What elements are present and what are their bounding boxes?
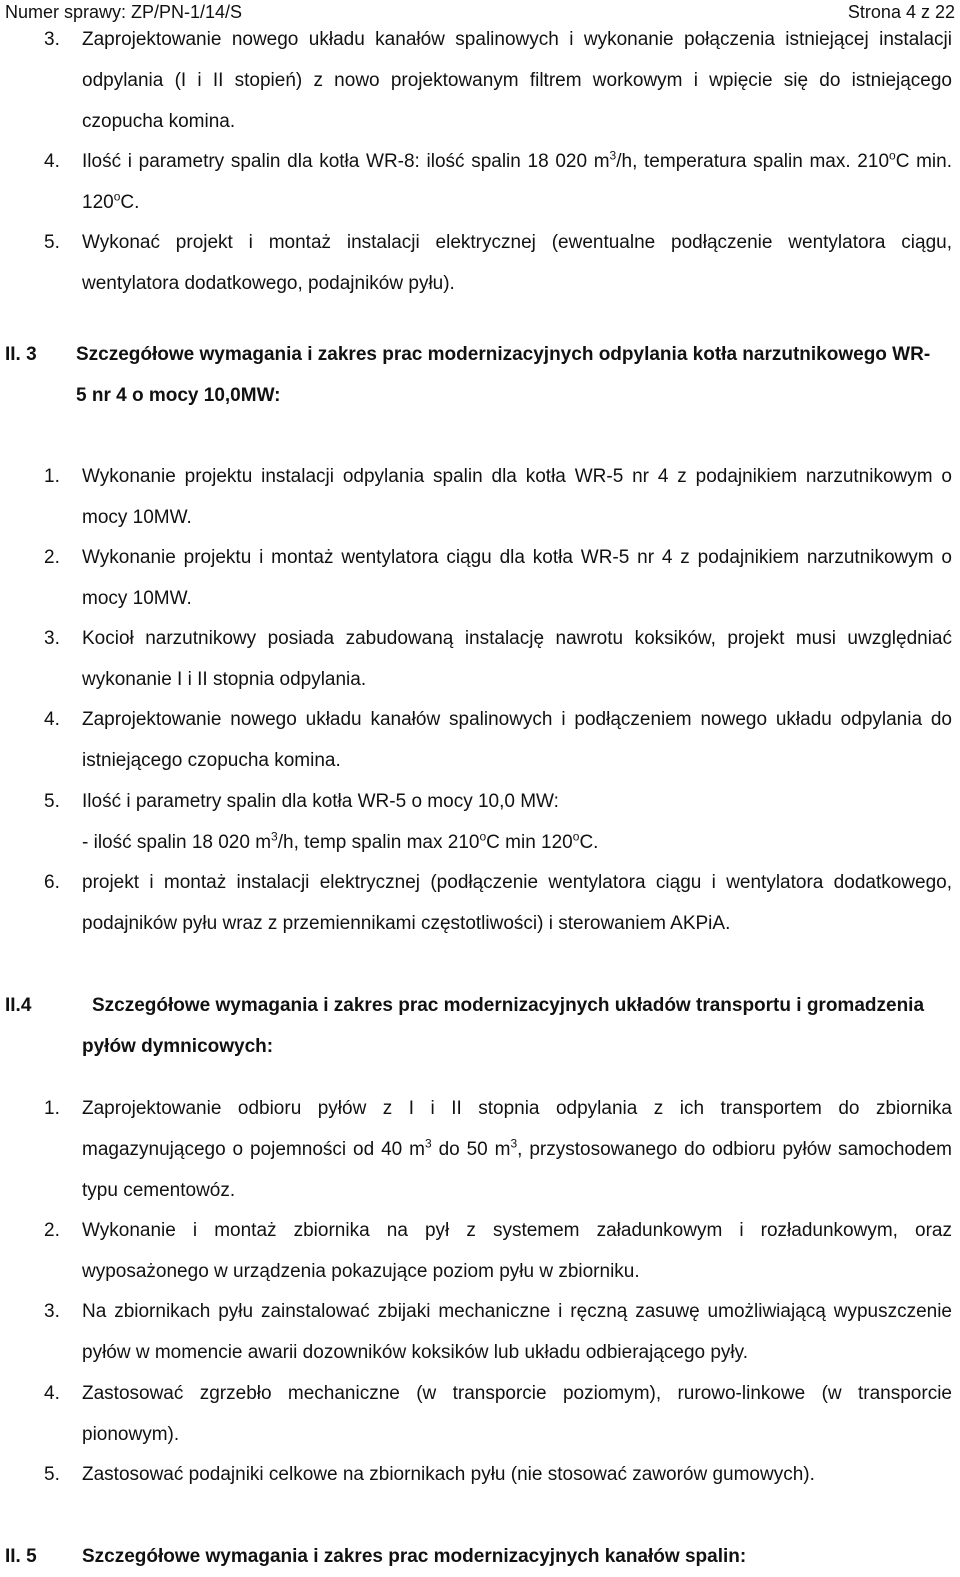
case-number: Numer sprawy: ZP/PN-1/14/S <box>5 2 243 22</box>
section-title: Szczegółowe wymagania i zakres prac modernizacyjnych układów transportu i gromadzenia pyłów dymnicowych: <box>82 995 925 1057</box>
section-number: II.4 <box>5 995 32 1016</box>
item-number: 5. <box>44 791 60 812</box>
page-number: Strona 4 z 22 <box>847 2 955 22</box>
item-number: 5. <box>44 232 60 253</box>
item-text: Zaprojektowanie nowego układu kanałów spalinowych i podłączeniem nowego układu odpylania do istniejącego czopucha komina. <box>82 709 952 771</box>
item-text: Wykonać projekt i montaż instalacji elektrycznej (ewentualne podłączenie wentylatora ciągu, wentylatora dodatkowego, podajników pyłu). <box>82 232 952 294</box>
item-number: 1. <box>44 466 60 487</box>
item-number: 2. <box>44 547 60 568</box>
item-number: 4. <box>44 151 60 172</box>
section-number: II. 3 <box>5 344 37 365</box>
section-title: Szczegółowe wymagania i zakres prac modernizacyjnych kanałów spalin: <box>82 1546 747 1567</box>
item-number: 4. <box>44 709 60 730</box>
item-text: Kocioł narzutnikowy posiada zabudowaną instalację nawrotu koksików, projekt musi uwzględniać wykonanie I i II stopnia odpylania. <box>82 628 952 690</box>
item-number: 4. <box>44 1383 60 1404</box>
item-number: 2. <box>44 1220 60 1241</box>
item-number: 5. <box>44 1464 60 1485</box>
item-text: Zaprojektowanie odbioru pyłów z I i II stopnia odpylania z ich transportem do zbiornika magazynującego o pojemności od 40 $m^3$ do 50 $m^3$, przystosowanego do odbioru pyłów samochodem typu cementowóz. <box>82 1098 953 1201</box>
item-text: projekt i montaż instalacji elektrycznej (podłączenie wentylatora ciągu i wentylatora dodatkowego, podajników pyłu wraz z przemiennikami częstotliwości) i sterowaniem AKPiA. <box>82 872 952 934</box>
item-number: 3. <box>44 29 60 50</box>
item-text: Wykonanie projektu instalacji odpylania spalin dla kotła WR-5 nr 4 z podajnikiem narzutnikowym o mocy 10MW. <box>82 466 952 528</box>
item-number: 6. <box>44 872 60 893</box>
section-title: Szczegółowe wymagania i zakres prac modernizacyjnych odpylania kotła narzutnikowego WR- 5 nr 4 o mocy 10,0MW: <box>76 344 931 406</box>
item-text: Wykonanie projektu i montaż wentylatora ciągu dla kotła WR-5 nr 4 z podajnikiem narzutnikowym o mocy 10MW. <box>82 547 952 609</box>
item-number: 1. <box>44 1098 60 1119</box>
item-number: 3. <box>44 628 60 649</box>
item-text: Ilość i parametry spalin dla kotła WR-8: ilość spalin 18 020 $m^3/h$, temperatura spalin max. 210$^o$C min. 120$^o$C. <box>82 148 952 213</box>
item-number: 3. <box>44 1301 60 1322</box>
item-text: Zastosować podajniki celkowe na zbiornikach pyłu (nie stosować zaworów gumowych). <box>82 1464 815 1485</box>
item-text: Zaprojektowanie nowego układu kanałów spalinowych i wykonanie połączenia istniejącej instalacji odpylania (I i II stopień) z nowo projektowanym filtrem workowym i wpięcie się do istniejącego czopucha komina. <box>82 29 952 132</box>
item-text: Zastosować zgrzebło mechaniczne (w transporcie poziomym), rurowo-linkowe (w transporcie pionowym). <box>82 1383 952 1445</box>
item-text: Wykonanie i montaż zbiornika na pył z systemem załadunkowym i rozładunkowym, oraz wyposażonego w urządzenia pokazujące poziom pyłu w zbiorniku. <box>82 1220 952 1282</box>
item-text: Ilość i parametry spalin dla kotła WR-5 o mocy 10,0 MW: - ilość spalin 18 020 $m^3/h$, temp spalin max 210$^o$C min 120$^o$C. <box>82 791 599 853</box>
item-text: Na zbiornikach pyłu zainstalować zbijaki mechaniczne i ręczną zasuwę umożliwiającą wypuszczenie pyłów w momencie awarii dozowników koksików lub układu odbierającego pyły. <box>82 1301 952 1363</box>
section-number: II. 5 <box>5 1546 37 1567</box>
